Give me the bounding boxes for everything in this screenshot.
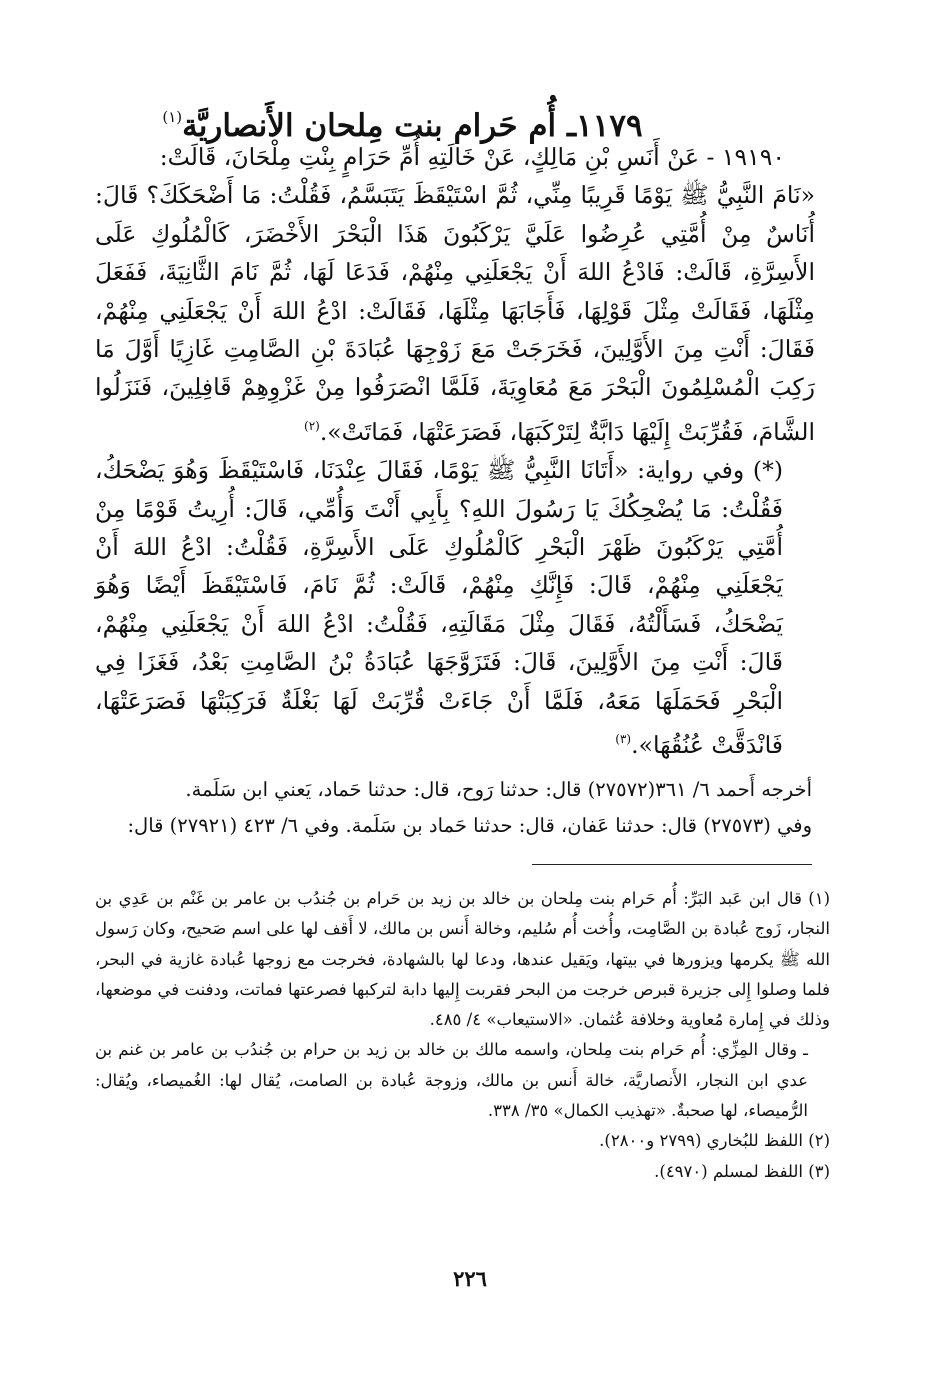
- footnote-1-continuation: ـ وقال المِزِّي: أُم حَرام بنت مِلحان، واسمه مالك بن خالد بن زيد بن حرام بن جُندُب بن عامر بن غنم بن عدي ابن النجار، الأَنصاريَّة، خالة أَنس بن مالك، وزوجة عُبادة بن الصامت، يُقال لها: الغُميصاء، ويُقال: الرُّميصاء، لها صحبةٌ. «تهذيب الكمال» ٣٥/ ٣٣٨.: [95, 1040, 808, 1121]
- footnote-marker-2: (٢): [304, 418, 320, 433]
- page-number: ٢٢٦: [453, 1266, 487, 1291]
- hadith-variant-paragraph: [95, 451, 815, 764]
- footnote-2: (٢) اللفظ للبُخاري (٢٧٩٩ و٢٨٠٠).: [599, 1131, 830, 1151]
- hadith-main-paragraph: [95, 176, 815, 451]
- footnotes-section: [95, 884, 830, 1187]
- takhrij-line: وفي (٢٧٥٧٣) قال: حدثنا عَفان، قال: حدثنا حَماد بن سَلَمة. وفي ٦/ ٤٢٣ (٢٧٩٢١) قال:: [127, 814, 812, 837]
- hadith-body: [95, 138, 815, 765]
- takhrij-line: أخرجه أَحمد ٦/ ٣٦١(٢٧٥٧٢) قال: حدثنا رَوح، قال: حدثنا حَماد، يَعني ابن سَلَمة.: [185, 778, 812, 801]
- footnote-1: (١) قال ابن عَبد البَرِّ: أُم حَرام بنت مِلحان بن خالد بن زيد بن حَرام بن جُندُب بن عامر بن غَنْم بن عَدِي بن النجار، زَوج عُبادة بن الصَّامِت، وأُخت أُم سُليم، وخالة أَنس بن مالك، لا أَقف لها على اسم صَحيح، وكان رَسول الله ﷺ يكرمها ويزورها في بيتها، ويَقيل عندها، ودعا لها بالشهادة، فخرجت مع زوجها عُبادة غازية في البحر، فلما وصلوا إِلى جزيرة قبرص خرجت من البحر فقربت إِليها دابة لتركبها فصرعتها فماتت، ودفنت في موضعها، وذلك في إِمارة مُعاوية وخلافة عُثمان. «الاستيعاب» ٤/ ٤٨٥.: [95, 889, 830, 1030]
- hadith-variant-text: (*) وفي رواية: «أَتَانَا النَّبِيُّ ﷺ يَوْمًا، فَقَالَ عِنْدَنَا، فَاسْتَيْقَظَ وَهُوَ يَضْحَكُ، فَقُلْتُ: مَا يُضْحِكُكَ يَا رَسُولَ اللهِ؟ بِأَبِي أَنْتَ وَأُمِّي، قَالَ: أُرِيتُ قَوْمًا مِنْ أُمَّتِي يَرْكَبُونَ ظَهْرَ الْبَحْرِ كَالْمُلُوكِ عَلَى الأَسِرَّةِ، فَقُلْتُ: ادْعُ اللهَ أَنْ يَجْعَلَنِي مِنْهُمْ، قَالَ: فَإِنَّكِ مِنْهُمْ، قَالَتْ: ثُمَّ نَامَ، فَاسْتَيْقَظَ أَيْضًا وَهُوَ يَضْحَكُ، فَسَأَلْتُهُ، فَقَالَ مِثْلَ مَقَالَتِهِ، فَقُلْتُ: ادْعُ اللهَ أَنْ يَجْعَلَنِي مِنْهُمْ، قَالَ: أَنْتِ مِنَ الأَوَّلِينَ، قَالَ: فَتَزَوَّجَهَا عُبَادَةُ بْنُ الصَّامِتِ بَعْدُ، فَغَزَا فِي الْبَحْرِ فَحَمَلَهَا مَعَهُ، فَلَمَّا أَنْ جَاءَتْ قُرِّبَتْ لَهَا بَغْلَةٌ فَرَكِبَتْهَا فَصَرَعَتْهَا، فَانْدَقَّتْ عُنُقُهَا».: [95, 456, 783, 760]
- takhrij-section: [95, 772, 812, 844]
- footnote-marker-3: (٣): [615, 732, 632, 747]
- footnote-3: (٣) اللفظ لمسلم (٤٩٧٠).: [654, 1161, 830, 1181]
- hadith-opening: ١٩١٩٠ - عَنْ أَنَسِ بْنِ مَالِكٍ، عَنْ خَالَتِهِ أُمِّ حَرَامٍ بِنْتِ مِلْحَانَ، قَالَتْ:: [159, 143, 785, 171]
- footnote-divider: [532, 864, 812, 865]
- chapter-title-text: ١١٧٩ـ أُم حَرام بنت مِلحان الأَنصاريَّة: [182, 107, 643, 144]
- hadith-main-text: «نَامَ النَّبِيُّ ﷺ يَوْمًا قَرِيبًا مِنِّي، ثُمَّ اسْتَيْقَظَ يَتَبَسَّمُ، فَقُلْتُ: مَا أَضْحَكَكَ؟ قَالَ: أُنَاسٌ مِنْ أُمَّتِي عُرِضُوا عَلَيَّ يَرْكَبُونَ هَذَا الْبَحْرَ الأَخْضَرَ، كَالْمُلُوكِ عَلَى الأَسِرَّةِ، قَالَتْ: فَادْعُ اللهَ أَنْ يَجْعَلَنِي مِنْهُمْ، فَدَعَا لَهَا، ثُمَّ نَامَ الثَّانِيَةَ، فَفَعَلَ مِثْلَهَا، فَقَالَتْ مِثْلَ قَوْلِهَا، فَأَجَابَهَا مِثْلَهَا، فَقَالَتْ: ادْعُ اللهَ أَنْ يَجْعَلَنِي مِنْهُمْ، فَقَالَ: أَنْتِ مِنَ الأَوَّلِينَ، فَخَرَجَتْ مَعَ زَوْجِهَا عُبَادَةَ بْنِ الصَّامِتِ غَازِيًا أَوَّلَ مَا رَكِبَ الْمُسْلِمُونَ الْبَحْرَ مَعَ مُعَاوِيَةَ، فَلَمَّا انْصَرَفُوا مِنْ غَزْوِهِمْ قَافِلِينَ، فَنَزَلُوا الشَّامَ، فَقُرِّبَتْ إِلَيْهَا دَابَّةٌ لِتَرْكَبَهَا، فَصَرَعَتْهَا، فَمَاتَتْ».: [95, 181, 815, 446]
- chapter-title-footnote-marker: (١): [162, 107, 183, 126]
